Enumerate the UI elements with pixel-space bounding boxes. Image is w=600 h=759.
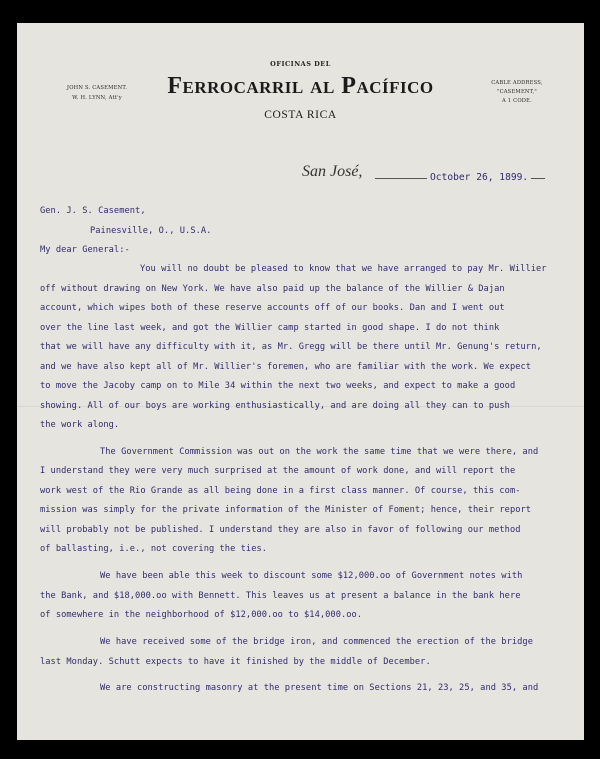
body-line: to move the Jacoby camp on to Mile 34 within the next two weeks, and expect to make a good — [40, 381, 516, 391]
body-line: We have been able this week to discount some $12,000.oo of Government notes with — [100, 571, 523, 581]
body-line: over the line last week, and got the Willier camp started in good shape. I do not think — [40, 323, 500, 333]
cable-address-value: "CASEMENT," — [496, 89, 537, 95]
body-line: You will no doubt be pleased to know that we have arranged to pay Mr. Willier — [140, 264, 547, 274]
body-line: that we will have any difficulty with it, as Mr. Gregg will be there until Mr. Genung's return, — [40, 342, 542, 352]
body-line: We are constructing masonry at the present time on Sections 21, 23, 25, and 35, and — [100, 683, 539, 693]
body-line: the work along. — [40, 420, 120, 430]
body-line: showing. All of our boys are working enthusiastically, and are doing all they can to push — [40, 401, 510, 411]
letter-page — [17, 23, 584, 740]
body-line: I understand they were very much surprised at the amount of work done, and will report the — [40, 466, 516, 476]
body-line: of ballasting, i.e., not covering the ties. — [40, 544, 268, 554]
body-line: last Monday. Schutt expects to have it finished by the middle of December. — [40, 657, 431, 667]
letter-place: San José, — [302, 163, 363, 180]
body-line: account, which wipes both of these reserve accounts off of our books. Dan and I went out — [40, 303, 505, 313]
body-line: off without drawing on New York. We have also paid up the balance of the Willier & Dajan — [40, 284, 505, 294]
letterhead-oficinas: OFICINAS DEL — [270, 60, 331, 68]
body-line: the Bank, and $18,000.oo with Bennett. This leaves us at present a balance in the bank here — [40, 591, 521, 601]
letterhead-company: Ferrocarril al Pacífico — [167, 73, 434, 99]
body-line: The Government Commission was out on the work the same time that we were there, and — [100, 447, 539, 457]
address-line-1: Gen. J. S. Casement, — [40, 206, 146, 216]
body-line: and we have also kept all of Mr. Willier's foremen, who are familiar with the work. We expect — [40, 362, 532, 372]
body-line: will probably not be published. I understand they are also in favor of following our method — [40, 525, 521, 535]
body-line: We have received some of the bridge iron, and commenced the erection of the bridge — [100, 637, 533, 647]
letterhead-name-1: JOHN S. CASEMENT. — [66, 85, 128, 91]
letterhead-name-2: W. H. LYNN, Att'y — [72, 95, 122, 101]
letterhead-right-block — [472, 79, 562, 106]
body-line: mission was simply for the private information of the Minister of Foment; hence, their report — [40, 505, 532, 515]
cable-address-label: CABLE ADDRESS, — [491, 80, 543, 86]
body-line: work west of the Rio Grande as all being done in a first class manner. Of course, this com- — [40, 486, 521, 496]
address-line-2: Painesville, O., U.S.A. — [90, 226, 212, 236]
cable-code: A 1 CODE. — [502, 98, 532, 104]
letterhead-country: COSTA RICA — [264, 109, 337, 121]
body-line: of somewhere in the neighborhood of $12,000.oo to $14,000.oo. — [40, 610, 363, 620]
paper-fold — [17, 406, 584, 407]
letter-date: October 26, 1899. — [427, 172, 531, 183]
salutation: My dear General:- — [40, 245, 130, 255]
